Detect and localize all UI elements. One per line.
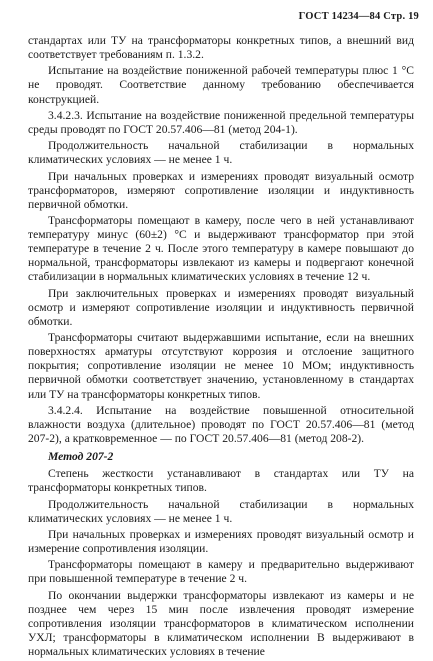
- paragraph: При заключительных проверках и измерениях проводят визуальный осмотр и измеряют сопротивление изоляции и индуктивность первичной обмотки.: [28, 286, 414, 328]
- method-heading: Метод 207-2: [48, 450, 114, 464]
- paragraph: Испытание на воздействие пониженной рабочей температуры плюс 1 °С не проводят. Соответствие данному требованию обеспечивается конструкцией.: [28, 64, 414, 106]
- paragraph: При начальных проверках и измерениях проводят визуальный осмотр трансформаторов, измеряют сопротивление изоляции и индуктивность первичной обмотки.: [28, 169, 414, 211]
- paragraph: 3.4.2.3. Испытание на воздействие пониженной предельной температуры среды проводят по ГОСТ 20.57.406—81 (метод 204-1).: [28, 108, 414, 136]
- paragraph: Продолжительность начальной стабилизации в нормальных климатических условиях — не менее 1 ч.: [28, 497, 414, 525]
- paragraph: Трансформаторы помещают в камеру, после чего в ней устанавливают температуру минус (60±2) °С и выдерживают трансформатор при этой температуре в течение 2 ч. После этого температуру в камере повышают до нормальной, трансформаторы извлекают из камеры и подвергают конечной стабилизации в нормальных климатических условиях в течение 12 ч.: [28, 214, 414, 284]
- page-header: ГОСТ 14234—84 Стр. 19: [298, 11, 419, 22]
- paragraph: При начальных проверках и измерениях проводят визуальный осмотр и измерение сопротивления изоляции.: [28, 527, 414, 556]
- paragraph: Степень жесткости устанавливают в стандартах или ТУ на трансформаторы конкретных типов.: [28, 467, 414, 495]
- paragraph: Продолжительность начальной стабилизации в нормальных климатических условиях — не менее 1 ч.: [28, 139, 414, 167]
- paragraph: 3.4.2.4. Испытание на воздействие повышенной относительной влажности воздуха (длительное) проводят по ГОСТ 20.57.406—81 (метод 207-2), а кратковременное — по ГОСТ 20.57.406—81 (метод 208-2).: [28, 403, 414, 446]
- paragraph: Трансформаторы считают выдержавшими испытание, если на внешних поверхностях арматуры отсутствуют коррозия и отслоение защитного покрытия; сопротивление изоляции не менее 10 МОм; индуктивность первичной обмотки соответствует значению, установленному в стандартах или ТУ на трансформаторы конкретных типов.: [28, 331, 414, 401]
- paragraph: Трансформаторы помещают в камеру и предварительно выдерживают при повышенной температуре в течение 2 ч.: [28, 558, 414, 586]
- paragraph: стандартах или ТУ на трансформаторы конкретных типов, а внешний вид соответствует требованиям п. 1.3.2.: [28, 34, 414, 62]
- paragraph: По окончании выдержки трансформаторы извлекают из камеры и не позднее чем через 15 мин после извлечения проводят измерение сопротивления изоляции трансформаторов в климатическом исполнении УХЛ; трансформаторы в климатическом исполнении В выдерживают в нормальных климатических условиях в течение: [28, 588, 414, 659]
- document-body: [28, 34, 414, 661]
